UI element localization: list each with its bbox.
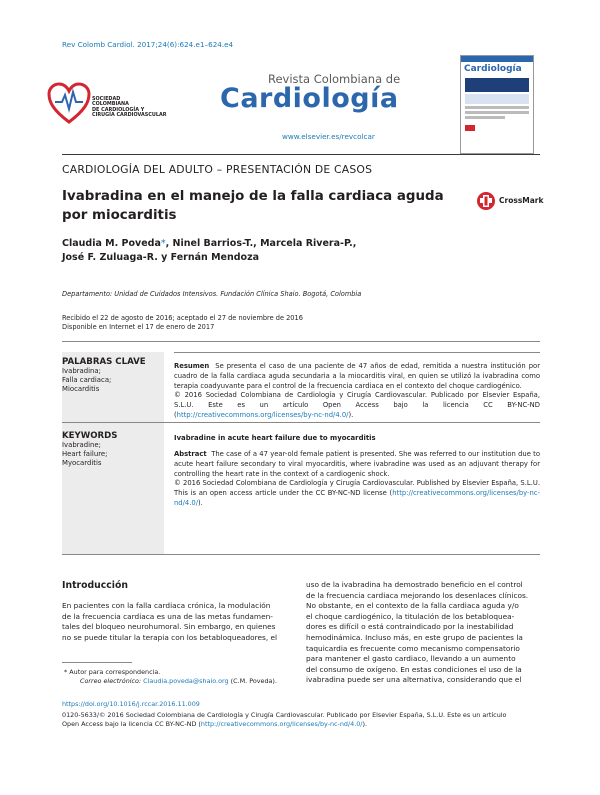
body-line: dores es difícil o está contraindicado por la inestabilidad	[306, 622, 514, 632]
society-name-line: DE CARDIOLOGÍA Y	[92, 106, 145, 113]
abstract-en-title: Ivabradine in acute heart failure due to myocarditis	[174, 434, 376, 442]
footer-text: Open Access bajo la licencia CC BY-NC-ND (	[62, 720, 201, 729]
keyword: Ivabradine;	[62, 441, 101, 449]
society-name-line: SOCIEDAD	[92, 96, 121, 102]
cover-image-block	[465, 94, 529, 104]
footnote-line	[62, 668, 292, 677]
footer-license	[62, 711, 542, 730]
keywords-es-heading: PALABRAS CLAVE	[62, 357, 146, 367]
footnote-label: Autor para correspondencia.	[69, 668, 161, 676]
cover-text-line	[465, 116, 505, 119]
author-line: José F. Zuluaga-R. y Fernán Mendoza	[62, 252, 260, 263]
article-title: Ivabradina en el manejo de la falla cardiaca aguda por miocarditis	[62, 189, 444, 223]
cover-text-line	[465, 111, 529, 114]
body-line: uso de la ivabradina ha demostrado beneficio en el control	[306, 580, 523, 589]
author-line	[62, 237, 482, 251]
body-line: el choque cardiogénico, la titulación de los betabloquea-	[306, 611, 515, 621]
body-line: taquicardia es frecuente como mecanismo compensatorio	[306, 643, 520, 653]
keywords-es-box	[62, 352, 164, 426]
keyword: Miocarditis	[62, 385, 100, 393]
email-link[interactable]: Claudia.poveda@shaio.org	[143, 677, 229, 686]
footnote	[62, 668, 292, 687]
doi-text: https://doi.org/10.1016/j.rccar.2016.11.009	[62, 700, 200, 708]
header-rule	[62, 154, 540, 155]
body-line: de la frecuencia cardiaca mejorando los desenlaces clínicos.	[306, 590, 529, 600]
doi-link[interactable]	[62, 700, 200, 709]
journal-url-link[interactable]: www.elsevier.es/revcolcar	[282, 132, 375, 141]
footnote-rule	[62, 662, 132, 663]
section-label: CARDIOLOGÍA DEL ADULTO – PRESENTACIÓN DE CASOS	[62, 163, 373, 176]
article-dates	[62, 314, 303, 332]
body-line: del consumo de oxígeno. En estas condiciones el uso de la	[306, 664, 522, 674]
abstract-en-copyright: © 2016 Sociedad Colombiana de Cardiología y Cirugía Cardiovascular. Published by Elsevier España, S.L.U. This is an open access article under the CC BY-NC-ND license (	[174, 479, 540, 498]
abstract-es-text: Se presenta el caso de una paciente de 47 años de edad, remitida a nuestra institución por cuadro de la falla cardiaca aguda secundaria a la miocarditis viral, en quien se utilizó la ivabradina como terapia coadyuvante para el control de la frecuencia cardiaca en el contexto del choque cardiogénico.	[174, 362, 540, 390]
license-link[interactable]: http://creativecommons.org/licenses/by-nc-nd/4.0/	[176, 410, 349, 419]
author-names: , Ninel Barrios-T., Marcela Rivera-P.,	[165, 238, 357, 249]
journal-citation: Rev Colomb Cardiol. 2017;24(6):624.e1–624.e4	[62, 40, 234, 49]
body-line: no se puede titular la terapia con los betabloqueadores, el	[62, 632, 278, 642]
abstract-es-copyright: © 2016 Sociedad Colombiana de Cardiología y Cirugía Cardiovascular. Publicado por Elsevier España, S.L.U. Este es un artículo Open Access bajo la licencia CC BY-NC-ND (	[174, 391, 540, 419]
keyword: Ivabradina;	[62, 367, 101, 375]
body-column-1	[62, 601, 290, 643]
abstract-en-text: The case of a 47 year-old female patient is presented. She was referred to our institution due to acute heart failure secondary to viral myocarditis, where ivabradine was used as an adjuvant therapy for controlling the heart rate in the context of a cardiogenic shock.	[174, 450, 540, 478]
paren-close: ).	[362, 720, 367, 729]
body-line: ivabradina puede ser una alternativa, considerando que el	[306, 675, 522, 685]
keywords-en-heading: KEYWORDS	[62, 431, 118, 441]
abstract-es	[174, 362, 540, 421]
paren-close: ).	[198, 498, 203, 507]
online-date: Disponible en Internet el 17 de enero de 2017	[62, 323, 215, 331]
license-link[interactable]: http://creativecommons.org/licenses/by-nc-nd/4.0/	[174, 489, 540, 507]
body-line: tales del bloqueo neurohumoral. Sin embargo, en quienes	[62, 622, 276, 632]
keywords-en-box	[62, 426, 164, 554]
journal-title: Cardiología	[220, 83, 399, 114]
body-column-2	[306, 580, 540, 686]
body-line: de la frecuencia cardiaca es una de las metas fundamen-	[62, 611, 273, 621]
keyword: Myocarditis	[62, 459, 102, 467]
abstract-en	[174, 450, 540, 509]
author-name: Claudia M. Poveda	[62, 238, 161, 249]
footer-line: 0120-5633/© 2016 Sociedad Colombiana de Cardiología y Cirugía Cardiovascular. Publicado por Elsevier España, S.L.U. Este es un artículo	[62, 711, 507, 719]
keywords-es-list	[62, 367, 164, 394]
abstract-en-label: Abstract	[174, 450, 207, 458]
journal-subtitle: Revista Colombiana de	[268, 72, 401, 86]
section-heading-introduccion: Introducción	[62, 580, 128, 591]
society-name-line: CIRUGÍA CARDIOVASCULAR	[92, 112, 167, 119]
paren-close: ).	[348, 410, 354, 419]
abstract-es-rule	[174, 352, 540, 353]
crossmark-icon	[476, 191, 496, 211]
cover-logo-mark	[465, 125, 475, 131]
body-line: para mantener el gasto cardiaco, llevando a un aumento	[306, 654, 516, 664]
affiliation: Departamento: Unidad de Cuidados Intensivos. Fundación Clínica Shaio. Bogotá, Colombia	[62, 290, 362, 298]
divider	[62, 422, 540, 423]
author-list	[62, 237, 482, 265]
cover-title: Cardiología	[464, 64, 522, 74]
cover-image-block	[465, 78, 529, 92]
received-date: Recibido el 22 de agosto de 2016; aceptado el 27 de noviembre de 2016	[62, 314, 303, 322]
journal-cover-thumbnail	[460, 55, 534, 154]
license-link[interactable]: http://creativecommons.org/licenses/by-nc-nd/4.0/	[200, 720, 363, 729]
cover-text-line	[465, 106, 529, 109]
email-owner: (C.M. Poveda).	[230, 677, 277, 686]
body-line: No obstante, en el contexto de la falla cardiaca aguda y/o	[306, 601, 519, 611]
footnote-mark: *	[64, 668, 68, 676]
crossmark-label: CrossMark	[499, 196, 544, 205]
society-name-line: COLOMBIANA	[92, 101, 129, 108]
abstract-es-label: Resumen	[174, 362, 210, 370]
keyword: Heart failure;	[62, 450, 108, 458]
keywords-en-list	[62, 441, 164, 468]
divider	[62, 554, 540, 555]
society-name	[92, 97, 167, 119]
email-label: Correo electrónico:	[80, 677, 142, 686]
society-heart-logo-icon	[47, 82, 91, 126]
body-line: hemodinámica. Incluso más, en este grupo de pacientes la	[306, 632, 523, 642]
divider	[62, 341, 540, 342]
keyword: Falla cardiaca;	[62, 376, 112, 384]
body-line: En pacientes con la falla cardiaca crónica, la modulación	[62, 601, 271, 610]
footer-line	[62, 720, 542, 729]
footnote-email-line	[62, 677, 292, 686]
corresponding-author-mark[interactable]: *	[160, 238, 166, 249]
crossmark-badge[interactable]	[476, 190, 546, 212]
